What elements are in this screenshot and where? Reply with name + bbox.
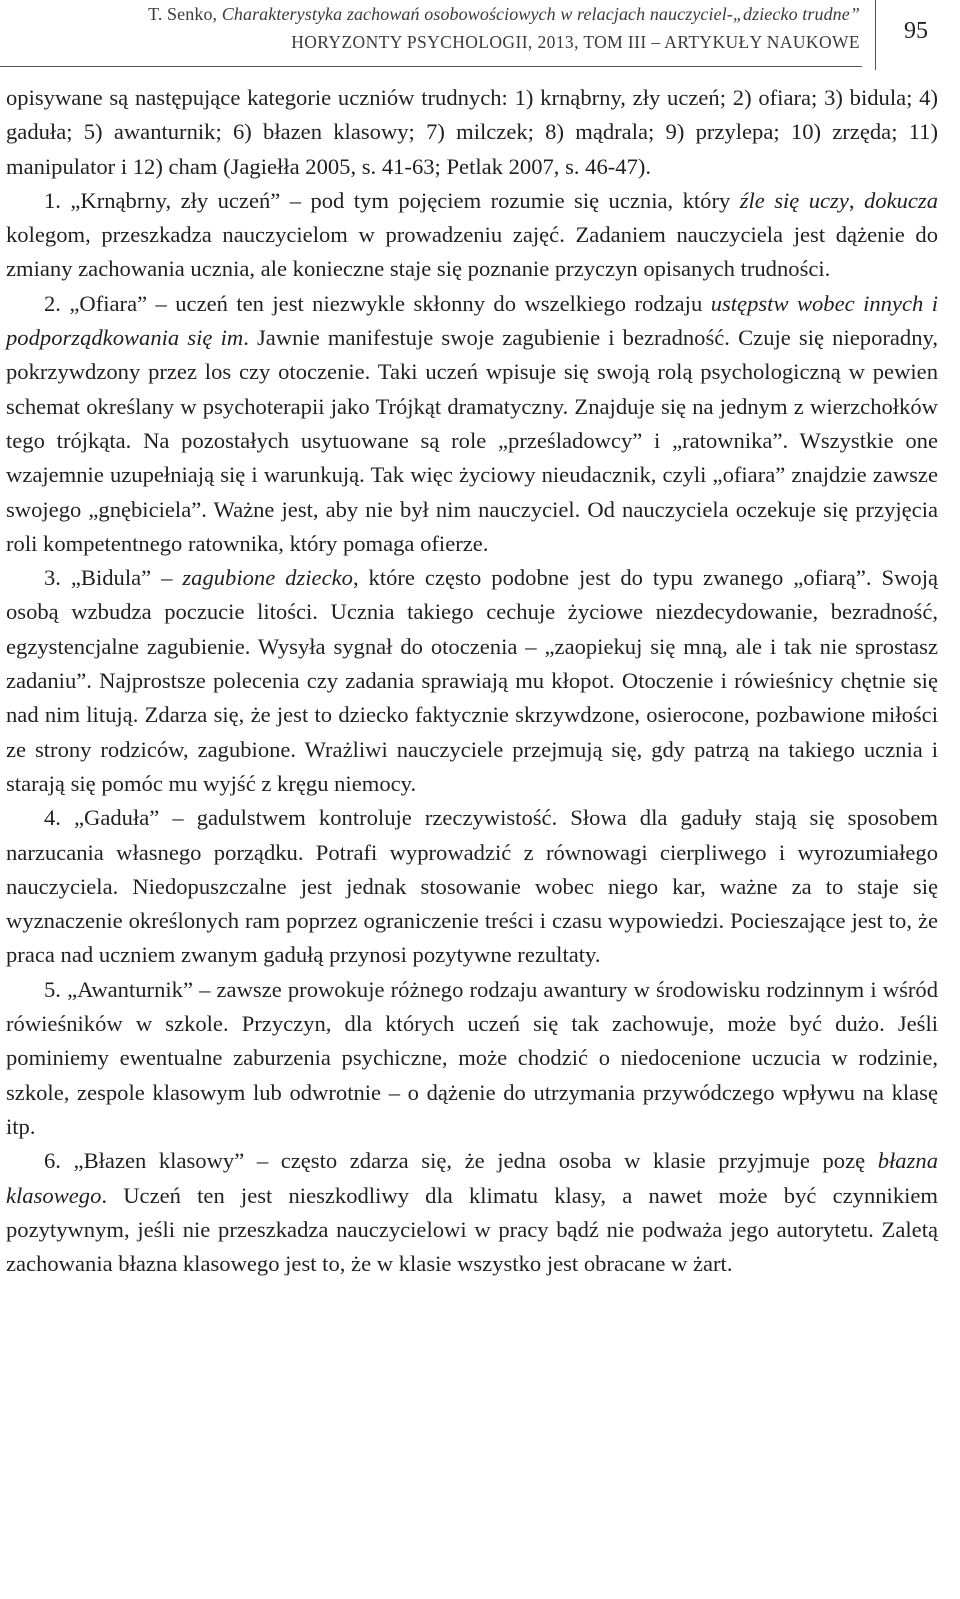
p1-lead: 1. „Krnąbrny, zły uczeń” – pod tym pojęciem rozumie się ucznia, który — [44, 187, 740, 213]
p1-mid: , — [848, 187, 864, 213]
page-number: 95 — [904, 18, 928, 44]
header-article-title: Charakterystyka zachowań osobowościowych w relacjach nauczyciel-„dziecko trudne” — [221, 4, 860, 24]
p6-emphasis: błazna klasowego — [6, 1148, 938, 1208]
header-vertical-rule — [875, 0, 876, 70]
paragraph-intro: opisywane są następujące kategorie uczniów trudnych: 1) krnąbrny, zły uczeń; 2) ofiara; 3) bidula; 4) gaduła; 5) awanturnik; 6) błazen klasowy; 7) milczek; 8) mądrala; 9) przylepa; 10) zrzęda; 11) manipulator i 12) cham (Jagiełła 2005, s. 41-63; Petlak 2007, s. 46-47). — [6, 85, 938, 179]
p3-rest: , które często podobne jest do typu zwanego „ofiarą”. Swoją osobą wzbudza poczucie litości. Ucznia takiego cechuje życiowe niezdecydowanie, bezradność, egzystencjalne zagubienie. Wysyła sygnał do otoczenia – „zaopiekuj się mną, ale i tak nie sprostasz zadaniu”. Najprostsze polecenia czy zadania sprawiają mu kłopot. Otoczenie i rówieśnicy chętnie się nad nim litują. Zdarza się, że jest to dziecko faktycznie skrzywdzone, osierocone, pozbawione miłości ze strony rodziców, zagubione. Wrażliwi nauczyciele przejmują się, gdy patrzą na takiego ucznia i starają się pomóc mu wyjść z kręgu niemocy. — [6, 565, 938, 796]
p3-emphasis: zagubione dziecko — [182, 565, 353, 591]
paragraph-5: 5. „Awanturnik” – zawsze prowokuje różnego rodzaju awantury w środowisku rodzinnym i wśród rówieśników w szkole. Przyczyn, dla których uczeń się tak zachowuje, może być dużo. Jeśli pominiemy ewentualne zaburzenia psychiczne, może chodzić o niedocenione uczucia w rodzinie, szkole, zespole klasowym lub odwrotnie – o dążenie do utrzymania przywódczego wpływu na klasę itp. — [6, 976, 938, 1139]
paragraph-4: 4. „Gaduła” – gadulstwem kontroluje rzeczywistość. Słowa dla gaduły stają się sposobem narzucania własnego porządku. Potrafi wyprowadzić z równowagi cierpliwego i wyrozumiałego nauczyciela. Niedopuszczalne jest jednak stosowanie wobec niego kar, ważne za to staje się wyznaczenie określonych ram poprzez ograniczenie treści i czasu wypowiedzi. Pocieszające jest to, że praca nad uczniem zwanym gadułą przynosi pozytywne rezultaty. — [6, 805, 938, 968]
paragraph-1 — [6, 184, 938, 287]
p1-rest: kolegom, przeszkadza nauczycielom w prowadzeniu zajęć. Zadaniem nauczyciela jest dążenie do zmiany zachowania ucznia, ale konieczne staje się poznanie przyczyn opisanych trudności. — [6, 222, 938, 282]
p6-lead: 6. „Błazen klasowy” – często zdarza się, że jedna osoba w klasie przyjmuje pozę — [44, 1148, 878, 1174]
p1-emphasis-1: źle się uczy — [739, 187, 849, 213]
article-body — [6, 81, 938, 1281]
header-journal: HORYZONTY PSYCHOLOGII, 2013, TOM III – ARTYKUŁY NAUKOWE — [291, 32, 860, 52]
p3-lead: 3. „Bidula” – — [44, 565, 183, 591]
running-header — [0, 0, 960, 72]
paragraph-3 — [6, 561, 938, 801]
paragraph-2 — [6, 287, 938, 561]
p2-lead: 2. „Ofiara” – uczeń ten jest niezwykle skłonny do wszelkiego rodzaju — [44, 290, 711, 316]
p1-emphasis-2: dokucza — [863, 187, 939, 213]
p2-emphasis: ustępstw wobec innych i podporządkowania się im — [6, 290, 939, 351]
paragraph-6 — [6, 1144, 938, 1281]
header-author: T. Senko, — [148, 4, 222, 24]
p6-rest: . Uczeń ten jest nieszkodliwy dla klimatu klasy, a nawet może być czynnikiem pozytywnym, jeśli nie przeszkadza nauczycielowi w pracy bądź nie podważa jego autorytetu. Zaletą zachowania błazna klasowego jest to, że w klasie wszystko jest obracane w żart. — [6, 1182, 938, 1277]
header-rule — [0, 66, 862, 67]
header-citation — [40, 4, 860, 25]
p2-rest: . Jawnie manifestuje swoje zagubienie i bezradność. Czuje się nieporadny, pokrzywdzony przez los czy otoczenie. Taki uczeń wpisuje się swoją rolą psychologiczną w pewien schemat określany w psychoterapii jako Trójkąt dramatyczny. Znajduje się na jednym z wierzchołków tego trójkąta. Na pozostałych usytuowane są role „prześladowcy” i „ratownika”. Wszystkie one wzajemnie uzupełniają się i warunkują. Tak więc życiowy nieudacznik, czyli „ofiara” znajdzie zawsze swojego „gnębiciela”. Ważne jest, aby nie był nim nauczyciel. Od nauczyciela oczekuje się przyjęcia roli kompetentnego ratownika, który pomaga ofierze. — [6, 325, 938, 556]
